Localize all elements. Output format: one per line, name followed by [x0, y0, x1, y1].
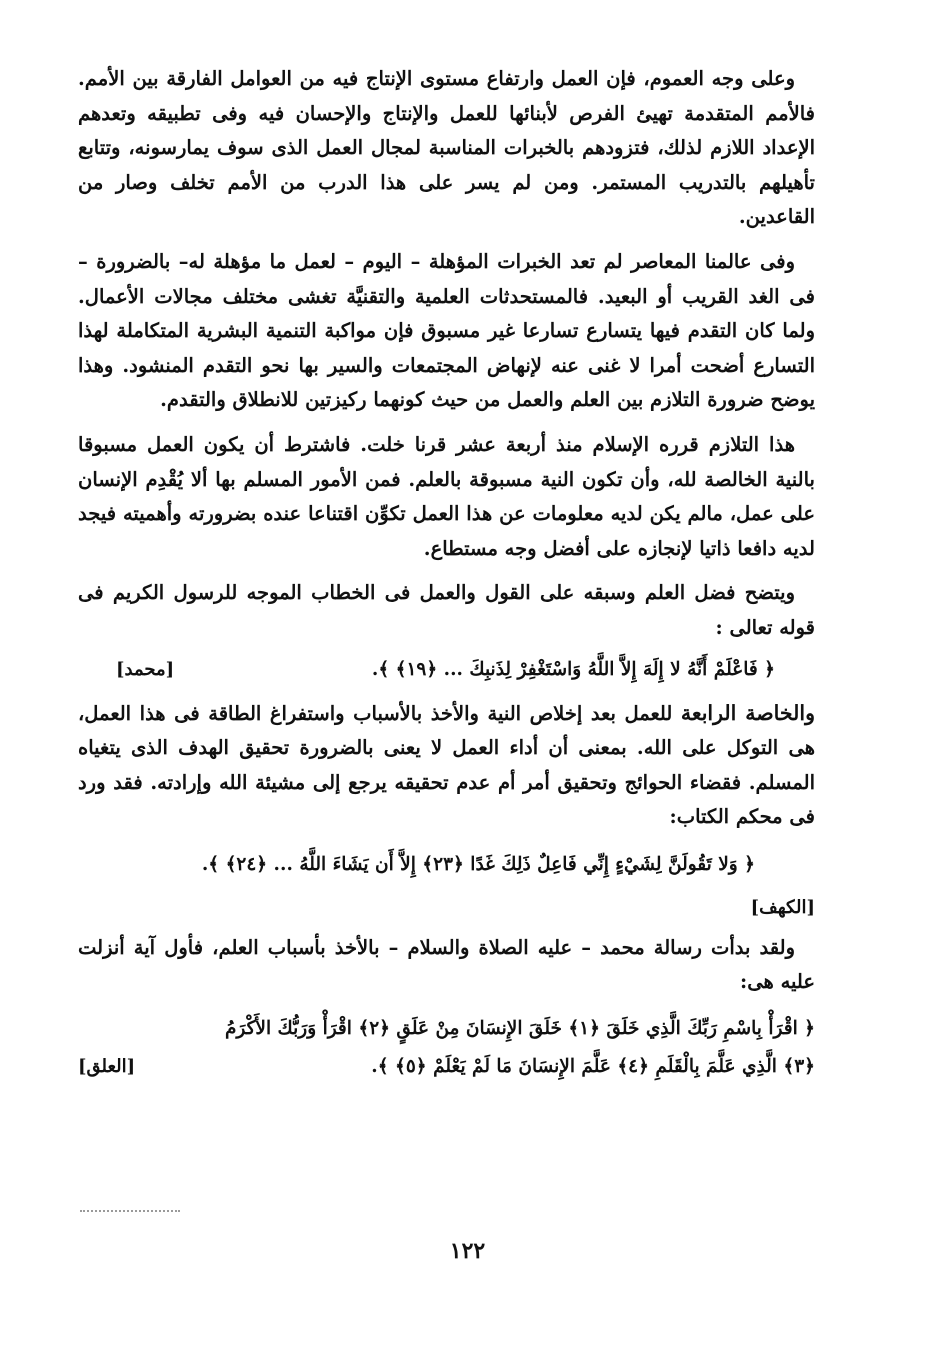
paragraph-5-lead: والخاصة الرابعة [680, 700, 815, 725]
paragraph-6 [78, 931, 815, 1000]
paragraph-3 [78, 428, 815, 566]
verse-muhammad [78, 650, 815, 690]
paragraph-1-text: وعلى وجه العموم، فإن العمل وارتفاع مستوى الإنتاج فيه من العوامل الفارقة بين الأمم. فالأمم المتقدمة تهيئ الفرص لأبنائها للعمل والإنتاج والإحسان فيه وفى تطبيقه وتعدهم الإعداد اللازم لذلك، فتزودهم بالخبرات المناسبة لمجال العمل الذى سوف يمارسونه، وتتابع تأهيلهم بالتدريب المستمر. ومن لم يسر على هذا الدرب من الأمم تخلف وصار من القاعدين. [78, 67, 815, 229]
verse-alaq-line-1 [78, 1010, 815, 1048]
paragraph-5-text: للعمل بعد إخلاص النية والأخذ بالأسباب واستفراغ الطاقة فى هذا العمل، هى التوكل على الله. بمعنى أن أداء العمل لا يعنى بالضرورة تحقيق الهدف الذى يتغياه المسلم. فقضاء الحوائج وتحقيق أمر أم عدم تحقيقه يرجع إلى مشيئة الله وإرادته. فقد ورد فى محكم الكتاب: [78, 701, 815, 829]
verse-kahf [78, 845, 815, 885]
verse-kahf-reference-row [78, 891, 815, 925]
paragraph-6-text: ولقد بدأت رسالة محمد – عليه الصلاة والسلام – بالأخذ بأسباب العلم، فأول آية أنزلت عليه هى: [78, 935, 815, 994]
verse-alaq-line-2-text: ﴿٣﴾ الَّذِي عَلَّمَ بِالْقَلَمِ ﴿٤﴾ عَلَّمَ الإِنسَانَ مَا لَمْ يَعْلَمْ ﴿٥﴾ ﴾. [371, 1056, 815, 1078]
verse-muhammad-reference: [محمد] [116, 658, 175, 680]
paragraph-2 [78, 245, 815, 418]
paragraph-4-text: ويتضح فضل العلم وسبقه على القول والعمل فى الخطاب الموجه للرسول الكريم فى قوله تعالى : [78, 581, 815, 639]
paragraph-2-text: وفى عالمنا المعاصر لم تعد الخبرات المؤهلة – اليوم – لعمل ما مؤهلة له– بالضرورة – فى الغد القريب أو البعيد. فالمستحدثات العلمية والتقنيَّة تغشى مختلف مجالات الأعمال. ولما كان التقدم فيها يتسارع تسارعا غير مسبوق فإن مواكبة التنمية البشرية المتكاملة لهذا التسارع أضحت أمرا لا غنى عنه لإنهاض المجتمعات والسير بها نحو التقدم المنشود. وهذا يوضح ضرورة التلازم بين العلم والعمل من حيث كونهما ركيزتين للانطلاق والتقدم. [78, 249, 815, 412]
verse-alaq-line-2 [78, 1048, 815, 1086]
verse-kahf-text: ﴿ وَلا تَقُولَنَّ لِشَيْءٍ إِنِّي فَاعِلٌ ذَلِكَ غَدًا ﴿٢٣﴾ إِلاَّ أَن يَشَاءَ اللَّهُ ... ﴿٢٤﴾ ﴾. [201, 853, 755, 875]
footer-divider [80, 1210, 180, 1214]
verse-alaq-line-1-text: ﴿ اقْرَأْ بِاسْمِ رَبِّكَ الَّذِي خَلَقَ ﴿١﴾ خَلَقَ الإِنسَانَ مِنْ عَلَقٍ ﴿٢﴾ اقْرَأْ وَرَبُّكَ الأَكْرَمُ [224, 1018, 815, 1040]
verse-alaq-reference: [العلق] [78, 1056, 136, 1078]
paragraph-5 [78, 696, 815, 835]
page-body [78, 62, 815, 1086]
paragraph-3-text: هذا التلازم قرره الإسلام منذ أربعة عشر قرنا خلت. فاشترط أن يكون العمل مسبوقا بالنية الخالصة لله، وأن تكون النية مسبوقة بالعلم. فمن الأمور المسلم بها ألا يُقْدِم الإنسان على عمل، مالم يكن لديه معلومات عن هذا العمل تكوِّن اقتناعا عنده بضرورته وأهميته فيجد لديه دافعا ذاتيا لإنجازه على أفضل وجه مستطاع. [78, 432, 815, 560]
verse-muhammad-text: ﴿ فَاعْلَمْ أَنَّهُ لا إِلَهَ إِلاَّ اللَّهُ وَاسْتَغْفِرْ لِذَنبِكَ ... ﴿١٩﴾ ﴾. [371, 658, 775, 680]
page-number: ١٢٢ [449, 1238, 486, 1264]
verse-kahf-reference: [الكهف] [750, 896, 815, 918]
paragraph-4 [78, 576, 815, 645]
paragraph-1 [78, 62, 815, 235]
